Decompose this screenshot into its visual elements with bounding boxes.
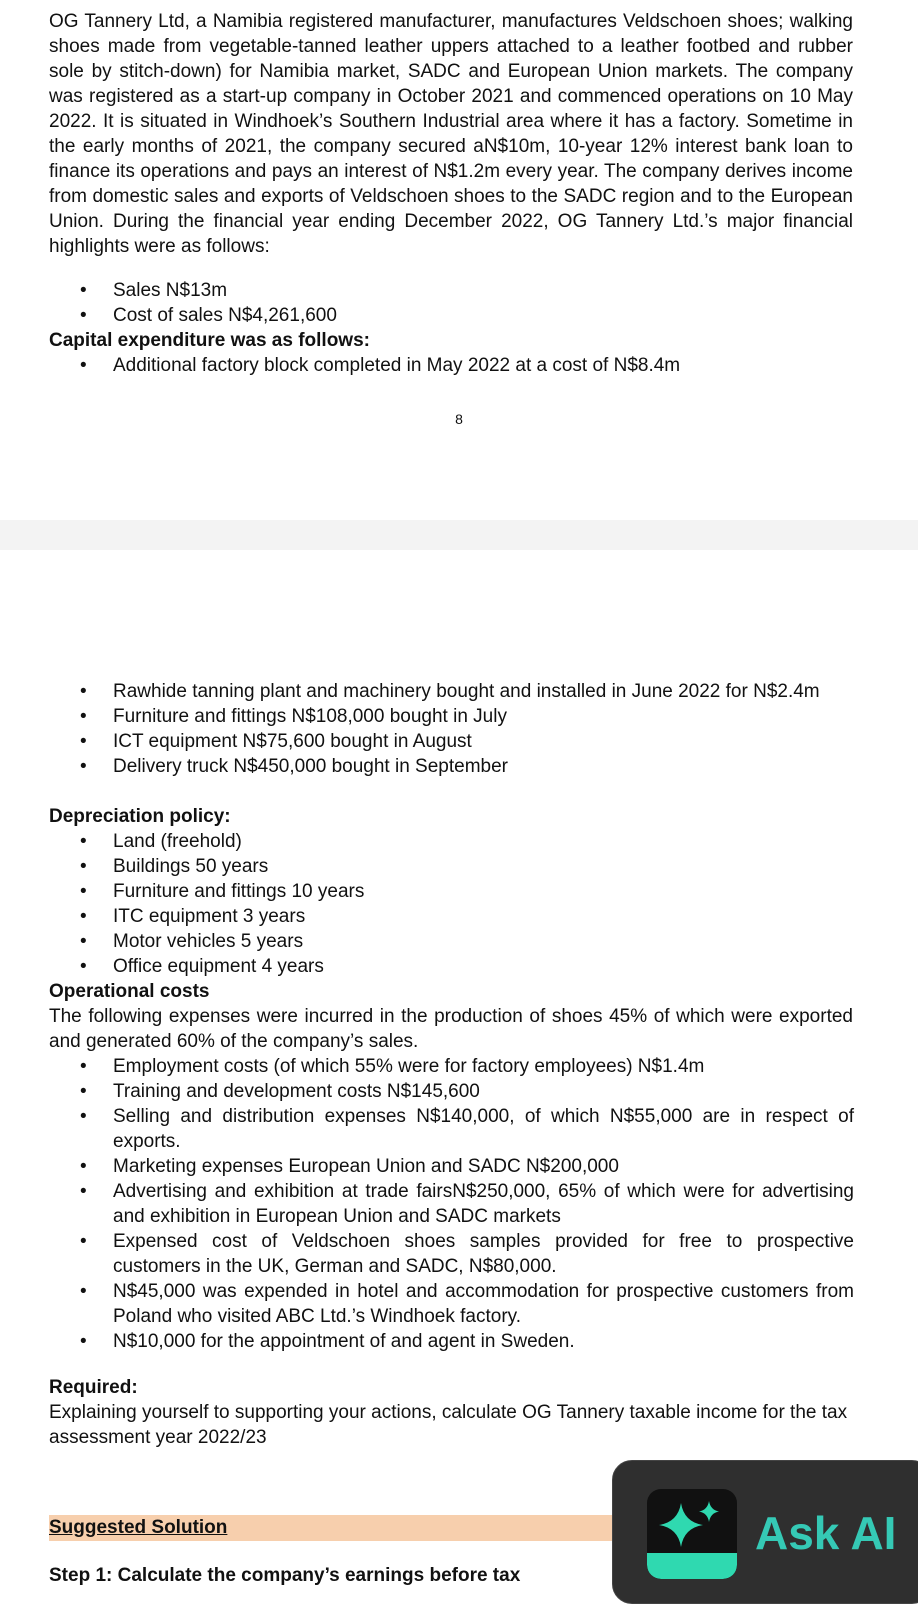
capex-list-page1 <box>80 353 854 378</box>
highlights-list <box>80 278 854 328</box>
list-item: • Additional factory block completed in May 2022 at a cost of N$8.4m <box>80 353 854 378</box>
page-number: 8 <box>455 411 463 427</box>
list-item: • Motor vehicles 5 years <box>80 929 854 954</box>
list-item: • Marketing expenses European Union and SADC N$200,000 <box>80 1154 854 1179</box>
list-item: • Sales N$13m <box>80 278 854 303</box>
list-item: • Rawhide tanning plant and machinery bought and installed in June 2022 for N$2.4m <box>80 679 854 704</box>
intro-paragraph: OG Tannery Ltd, a Namibia registered manufacturer, manufactures Veldschoen shoes; walking shoes made from vegetable-tanned leather uppers attached to a leather footbed and rubber sole by stitch-down) for Namibia market, SADC and European Union markets. The company was registered as a start-up company in October 2021 and commenced operations on 10 May 2022. It is situated in Windhoek’s Southern Industrial area where it has a factory. Sometime in the early months of 2021, the company secured aN$10m, 10-year 12% interest bank loan to finance its operations and pays an interest of N$1.2m every year. The company derives income from domestic sales and exports of Veldschoen shoes to the SADC region and to the European Union. During the financial year ending December 2022, OG Tannery Ltd.’s major financial highlights were as follows: <box>49 11 853 257</box>
sparkle-icon <box>647 1489 737 1579</box>
list-item: • Office equipment 4 years <box>80 954 854 979</box>
list-item: • Furniture and fittings N$108,000 bought in July <box>80 704 854 729</box>
depreciation-list <box>80 829 854 979</box>
operational-list <box>80 1054 854 1354</box>
list-item: • N$10,000 for the appointment of and agent in Sweden. <box>80 1329 854 1354</box>
capex-heading: Capital expenditure was as follows: <box>49 330 370 351</box>
capex-list-page2 <box>80 679 854 779</box>
list-item: • Cost of sales N$4,261,600 <box>80 303 854 328</box>
operational-heading: Operational costs <box>49 981 210 1002</box>
list-item: • Furniture and fittings 10 years <box>80 879 854 904</box>
operational-intro: The following expenses were incurred in the production of shoes 45% of which were exported and generated 60% of the company’s sales. <box>49 1006 853 1052</box>
ask-ai-label: Ask AI <box>755 1507 897 1559</box>
list-item: • Advertising and exhibition at trade fairsN$250,000, 65% of which were for advertising and exhibition in European Union and SADC markets <box>80 1179 854 1229</box>
list-item: • ITC equipment 3 years <box>80 904 854 929</box>
list-item: • Delivery truck N$450,000 bought in September <box>80 754 854 779</box>
required-text: Explaining yourself to supporting your actions, calculate OG Tannery taxable income for the tax assessment year 2022/23 <box>49 1402 848 1448</box>
list-item: • N$45,000 was expended in hotel and accommodation for prospective customers from Poland who visited ABC Ltd.’s Windhoek factory. <box>80 1279 854 1329</box>
list-item: • ICT equipment N$75,600 bought in August <box>80 729 854 754</box>
list-item: • Employment costs (of which 55% were for factory employees) N$1.4m <box>80 1054 854 1079</box>
required-heading: Required: <box>49 1377 138 1398</box>
ask-ai-button[interactable] <box>612 1460 918 1604</box>
list-item: • Selling and distribution expenses N$140,000, of which N$55,000 are in respect of exports. <box>80 1104 854 1154</box>
list-item: • Training and development costs N$145,600 <box>80 1079 854 1104</box>
list-item: • Buildings 50 years <box>80 854 854 879</box>
list-item: • Land (freehold) <box>80 829 854 854</box>
page-separator <box>0 520 918 550</box>
depreciation-heading: Depreciation policy: <box>49 806 231 827</box>
step1-heading: Step 1: Calculate the company’s earnings before tax <box>49 1565 521 1586</box>
solution-title: Suggested Solution <box>49 1517 228 1538</box>
list-item: • Expensed cost of Veldschoen shoes samples provided for free to prospective customers in the UK, German and SADC, N$80,000. <box>80 1229 854 1279</box>
